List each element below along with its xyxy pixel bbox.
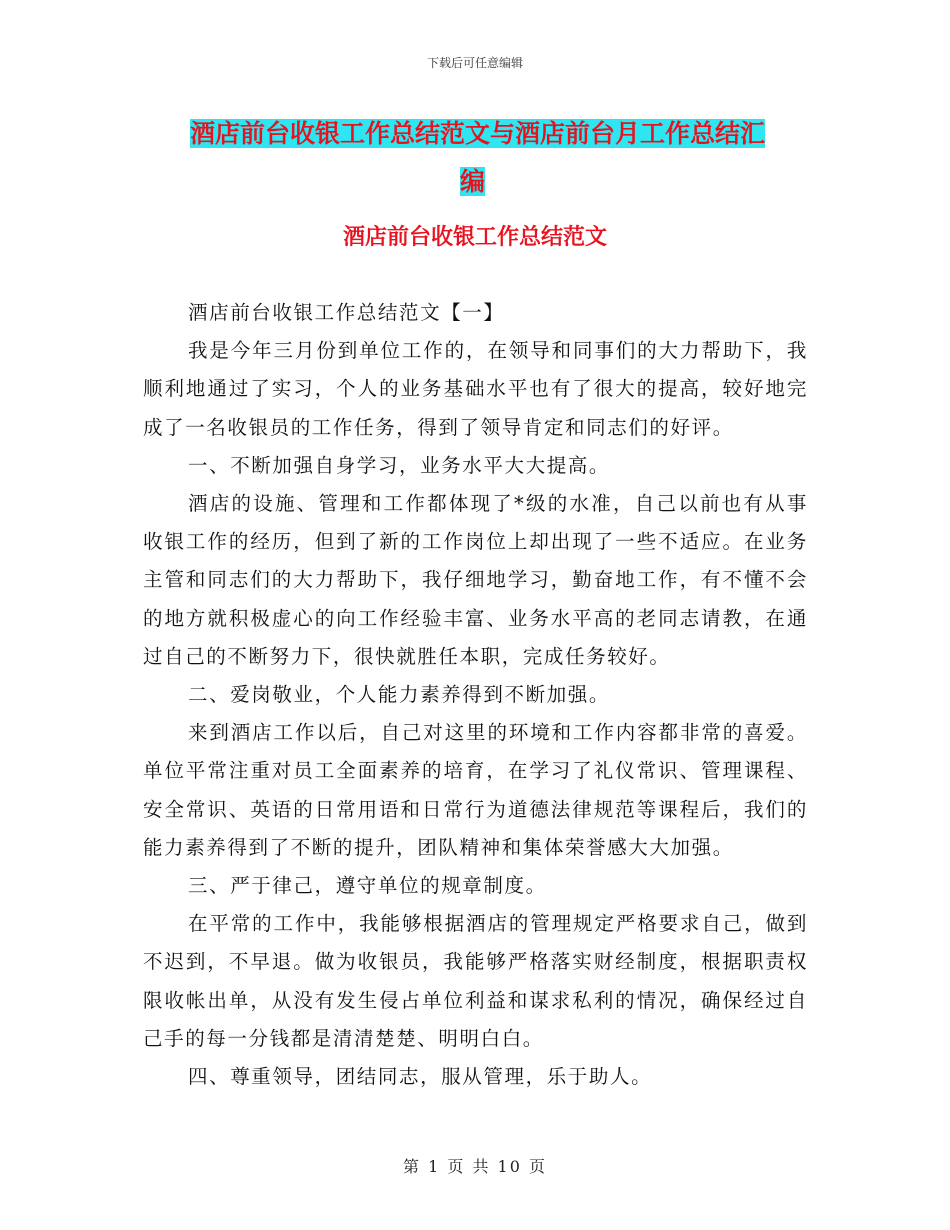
page-header-note: 下载后可任意编辑	[426, 56, 523, 70]
paragraph: 一、不断加强自身学习，业务水平大大提高。	[188, 453, 611, 477]
paragraph: 酒店前台收银工作总结范文【一】	[188, 301, 505, 324]
document-title-line1: 酒店前台收银工作总结范文与酒店前台月工作总结汇	[190, 119, 766, 148]
paragraph: 我是今年三月份到单位工作的，在领导和同事们的大力帮助下，我顺利地通过了实习，个人的业务基础水平也有了很大的提高，较好地完成了一名收银员的工作任务，得到了领导肯定和同志们的好评。	[143, 339, 808, 439]
paragraph: 在平常的工作中，我能够根据酒店的管理规定严格要求自己，做到不迟到，不早退。做为收银员，我能够严格落实财经制度，根据职责权限收帐出单，从没有发生侵占单位利益和谋求私利的情况，确保经过自己手的每一分钱都是清清楚楚、明明白白。	[143, 912, 808, 1050]
document-title-line2: 编	[459, 167, 485, 196]
paragraph: 三、严于律己，遵守单位的规章制度。	[188, 874, 547, 898]
paragraph: 四、尊重领导，团结同志，服从管理，乐于助人。	[188, 1065, 653, 1089]
paragraph: 二、爱岗敬业，个人能力素养得到不断加强。	[188, 683, 611, 707]
paragraph: 酒店的设施、管理和工作都体现了*级的水准，自己以前也有从事收银工作的经历，但到了新的工作岗位上却出现了一些不适应。在业务主管和同志们的大力帮助下，我仔细地学习，勤奋地工作，有不懂不会的地方就积极虚心的向工作经验丰富、业务水平高的老同志请教，在通过自己的不断努力下，很快就胜任本职，完成任务较好。	[143, 492, 808, 668]
section-title: 酒店前台收银工作总结范文	[342, 224, 607, 250]
document-title	[190, 110, 805, 206]
page-footer-number: 第 1 页 共 10 页	[403, 1157, 547, 1176]
paragraph: 来到酒店工作以后，自己对这里的环境和工作内容都非常的喜爱。单位平常注重对员工全面素养的培育，在学习了礼仪常识、管理课程、安全常识、英语的日常用语和日常行为道德法律规范等课程后，我们的能力素养得到了不断的提升，团队精神和集体荣誉感大大加强。	[143, 721, 808, 859]
document-body	[143, 294, 808, 1096]
